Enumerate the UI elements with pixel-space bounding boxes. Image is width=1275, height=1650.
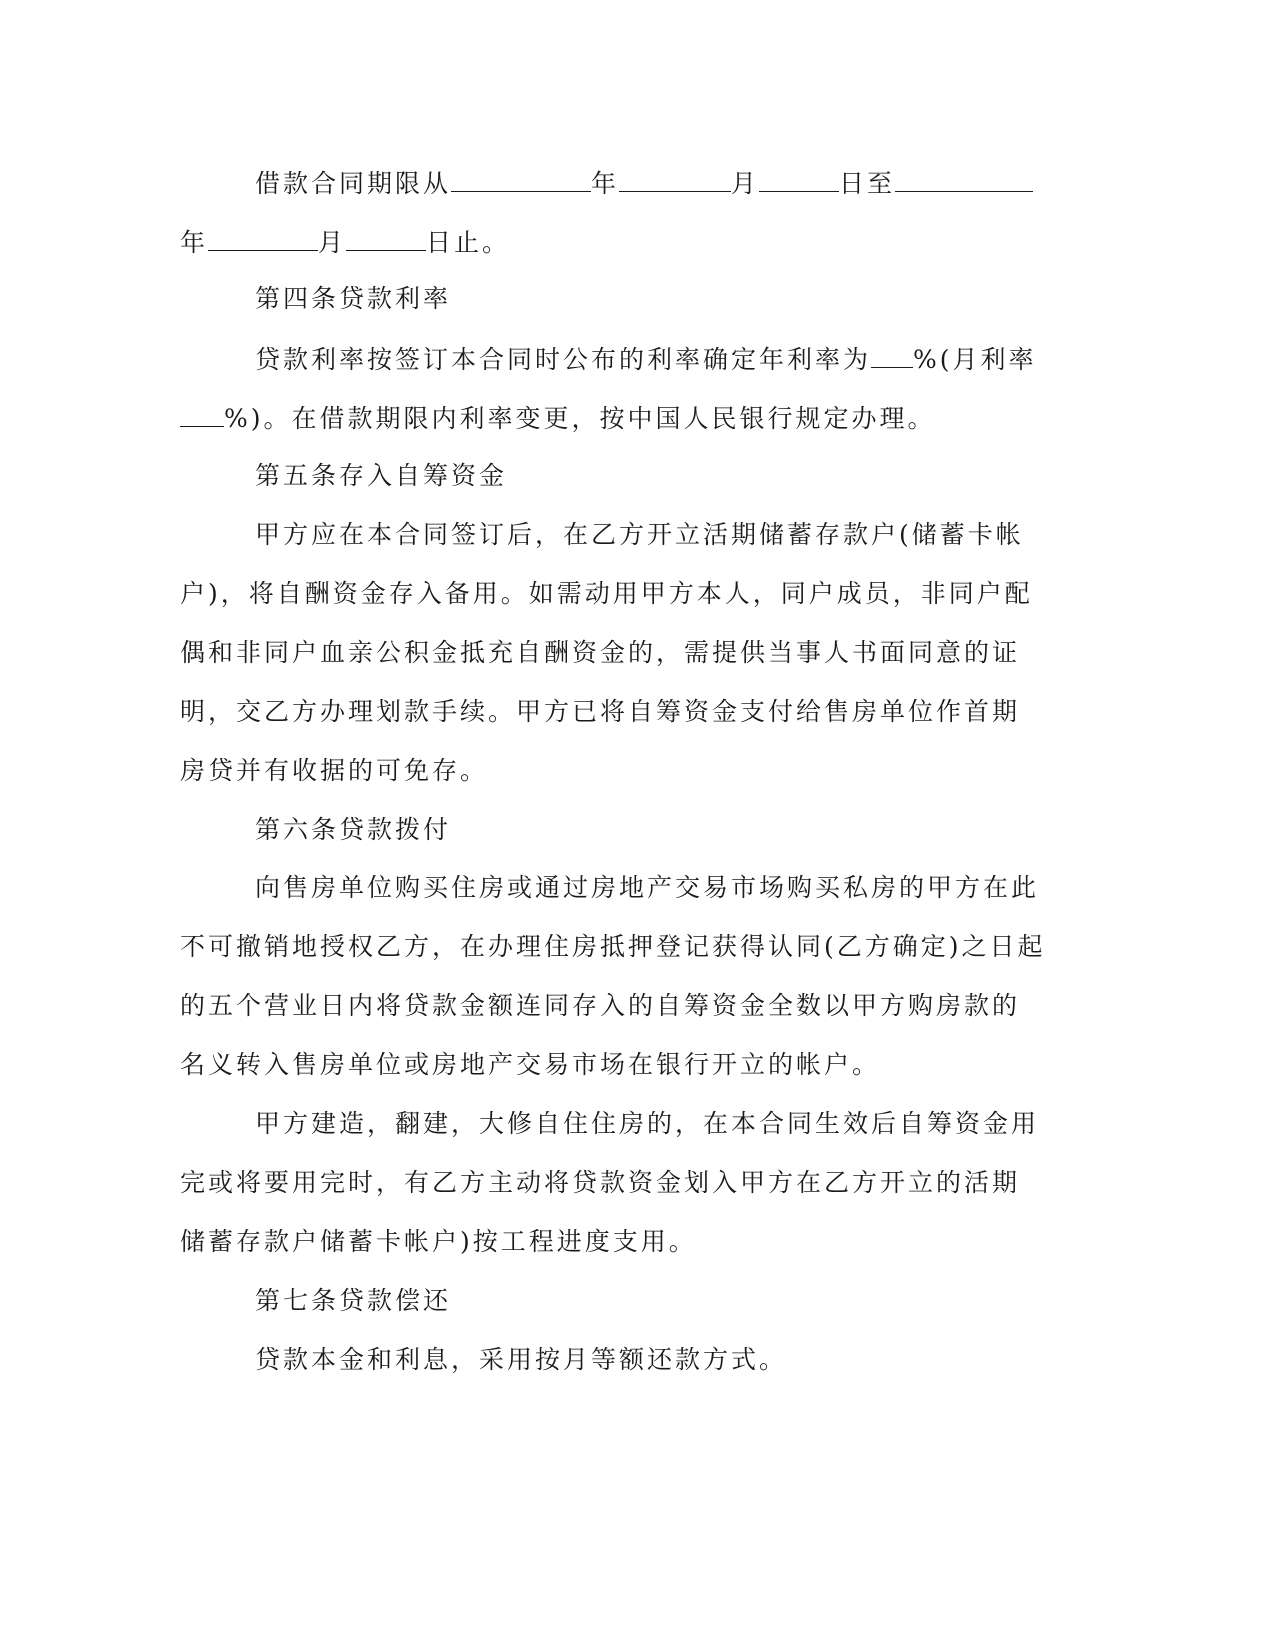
article5-line: 甲方应在本合同签订后，在乙方开立活期储蓄存款户(储蓄卡帐 <box>255 520 1024 549</box>
monthly-rate-label: %(月利率 <box>913 345 1037 374</box>
term-text: 借款合同期限从 <box>255 169 452 198</box>
year-blank <box>451 165 591 192</box>
annual-rate-blank <box>871 341 913 368</box>
article5-line: 明，交乙方办理划款手续。甲方已将自筹资金支付给售房单位作首期 <box>180 697 1021 726</box>
article6-para2-line: 甲方建造，翻建，大修自住住房的，在本合同生效后自筹资金用 <box>255 1109 1040 1138</box>
month-blank <box>619 165 731 192</box>
rate-text: 贷款利率按签订本合同时公布的利率确定年利率为 <box>255 345 872 374</box>
article5-line: 房贷并有收据的可免存。 <box>180 756 489 785</box>
article4-line-1 <box>255 341 1037 375</box>
rate-change-text: %)。在借款期限内利率变更，按中国人民银行规定办理。 <box>224 404 936 433</box>
end-day-blank <box>346 224 426 251</box>
end-month-blank <box>208 224 318 251</box>
article5-line: 户)，将自酬资金存入备用。如需动用甲方本人，同户成员，非同户配 <box>180 579 1033 608</box>
end-year-blank <box>895 165 1033 192</box>
term-line-2 <box>180 224 510 258</box>
article6-para1-line: 不可撤销地授权乙方，在办理住房抵押登记获得认同(乙方确定)之日起 <box>180 932 1046 961</box>
year-label: 年 <box>180 228 209 257</box>
day-to-label: 日至 <box>839 169 896 198</box>
day-end-label: 日止。 <box>426 228 511 257</box>
month-label: 月 <box>318 228 347 257</box>
article5-heading: 第五条存入自筹资金 <box>255 461 508 490</box>
year-label: 年 <box>591 169 620 198</box>
article4-line-2 <box>180 400 936 434</box>
day-blank <box>759 165 839 192</box>
article4-heading: 第四条贷款利率 <box>255 284 452 313</box>
article6-para1-line: 向售房单位购买住房或通过房地产交易市场购买私房的甲方在此 <box>255 873 1040 902</box>
article7-line: 贷款本金和利息，采用按月等额还款方式。 <box>255 1345 788 1374</box>
article6-heading: 第六条贷款拨付 <box>255 815 452 844</box>
article6-para2-line: 完或将要用完时，有乙方主动将贷款资金划入甲方在乙方开立的活期 <box>180 1168 1021 1197</box>
article6-para2-line: 储蓄存款户储蓄卡帐户)按工程进度支用。 <box>180 1227 697 1256</box>
article7-heading: 第七条贷款偿还 <box>255 1286 452 1315</box>
month-label: 月 <box>731 169 760 198</box>
article6-para1-line: 名义转入售房单位或房地产交易市场在银行开立的帐户。 <box>180 1050 881 1079</box>
article5-line: 偶和非同户血亲公积金抵充自酬资金的，需提供当事人书面同意的证 <box>180 638 1021 667</box>
monthly-rate-blank <box>180 400 224 427</box>
article6-para1-line: 的五个营业日内将贷款金额连同存入的自筹资金全数以甲方购房款的 <box>180 991 1021 1020</box>
term-line-1 <box>255 165 1033 199</box>
